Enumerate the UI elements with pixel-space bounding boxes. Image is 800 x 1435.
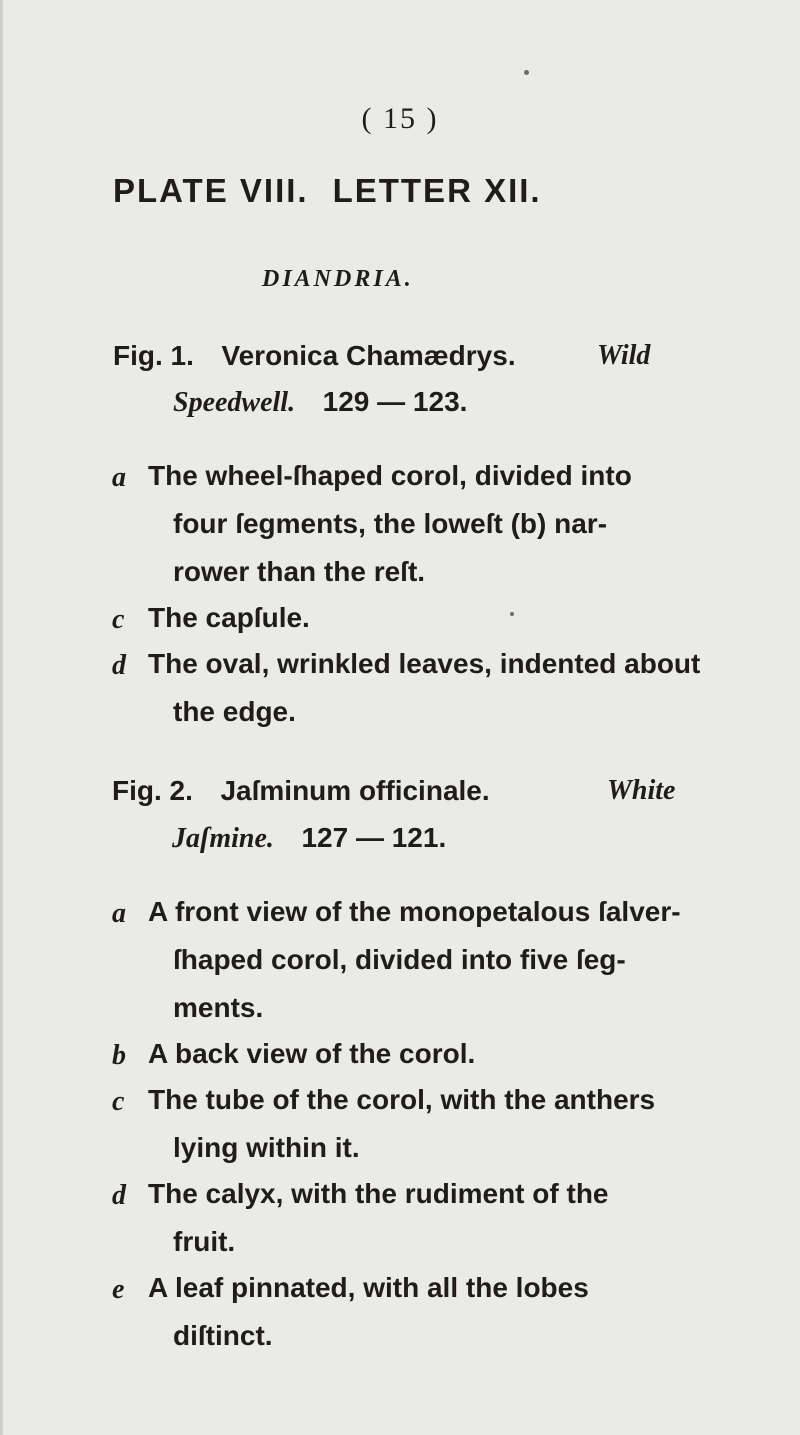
fig1-common-name-2: Speedwell. xyxy=(173,387,296,418)
fig2-item-line: The calyx, with the rudiment of the xyxy=(148,1178,609,1209)
fig1-latin-name: Veronica Chamædrys. xyxy=(221,340,516,371)
fig2-item-line: fruit. xyxy=(173,1226,236,1257)
fig2-heading xyxy=(112,775,490,807)
fig1-heading xyxy=(113,340,516,372)
fig2-common-line xyxy=(172,822,446,855)
fig2-item-letter: b xyxy=(112,1040,126,1071)
fig2-item-line: A leaf pinnated, with all the lobes xyxy=(148,1272,589,1303)
fig2-item-letter: d xyxy=(112,1180,126,1211)
letter-number: LETTER XII. xyxy=(332,172,542,209)
page-edge xyxy=(0,0,3,1435)
fig2-latin-name: Jaſminum officinale. xyxy=(220,775,490,806)
fig1-item-line: the edge. xyxy=(173,696,296,727)
fig2-common-name-1: White xyxy=(607,775,676,806)
fig1-ref: 129 — 123. xyxy=(322,386,468,417)
fig2-label: Fig. 2. xyxy=(112,775,193,806)
fig1-item-line: four ſegments, the loweſt (b) nar- xyxy=(173,508,608,539)
fig1-item-line: The capſule. xyxy=(148,602,310,633)
fig2-item-line: ments. xyxy=(173,992,264,1023)
fig1-item-letter: d xyxy=(112,650,126,681)
speck xyxy=(524,70,529,75)
fig1-item-line: The wheel-ſhaped corol, divided into xyxy=(148,460,632,491)
fig2-item-line: lying within it. xyxy=(173,1132,360,1163)
page-number: ( 15 ) xyxy=(361,102,439,135)
fig1-common-line xyxy=(173,386,467,419)
plate-heading xyxy=(113,172,753,210)
fig1-item-line: rower than the reſt. xyxy=(173,556,426,587)
fig1-item-letter: a xyxy=(112,462,126,493)
fig2-item-line: A back view of the corol. xyxy=(148,1038,476,1069)
fig2-item-letter: c xyxy=(112,1086,125,1117)
plate-number: PLATE VIII. xyxy=(113,172,309,209)
fig2-ref: 127 — 121. xyxy=(301,822,447,853)
fig2-item-letter: e xyxy=(112,1274,125,1305)
fig2-item-letter: a xyxy=(112,898,126,929)
fig2-item-line: A front view of the monopetalous ſalver- xyxy=(148,896,681,927)
fig2-common-name-2: Jaſmine. xyxy=(172,823,274,854)
fig2-item-line: The tube of the corol, with the anthers xyxy=(148,1084,656,1115)
class-name: DIANDRIA. xyxy=(262,266,414,292)
fig1-common-name-1: Wild xyxy=(597,340,651,371)
fig1-label: Fig. 1. xyxy=(113,340,194,371)
speck xyxy=(510,612,514,616)
fig2-item-line: diſtinct. xyxy=(173,1320,273,1351)
fig1-item-letter: c xyxy=(112,604,125,635)
fig1-item-line: The oval, wrinkled leaves, indented about xyxy=(148,648,701,679)
fig2-item-line: ſhaped corol, divided into five ſeg- xyxy=(173,944,626,975)
